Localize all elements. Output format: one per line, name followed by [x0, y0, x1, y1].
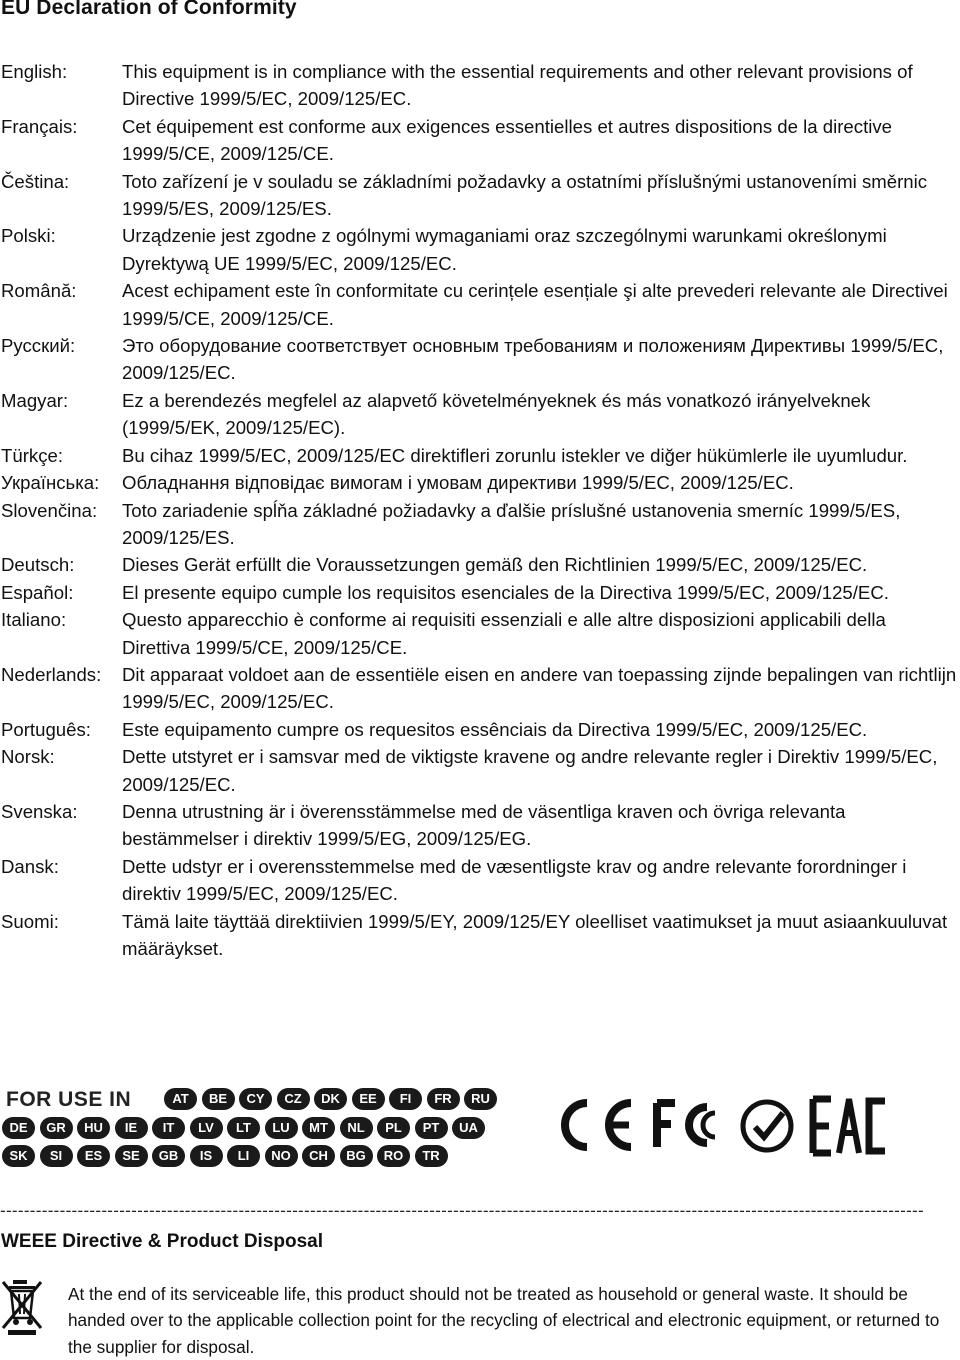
weee-section-title: WEEE Directive & Product Disposal [1, 1231, 324, 1252]
declaration-row [0, 58, 960, 113]
declaration-row [0, 853, 960, 908]
country-badge-no: NO [265, 1145, 298, 1167]
declaration-text: Dit apparaat voldoet aan de essentiële eisen en andere van toepassing zijnde bepalingen van richtlijn 1999/5/EC, 2009/125/EC. [122, 663, 957, 713]
country-badge-nl: NL [340, 1117, 373, 1139]
declaration-text: Denna utrustning är i överensstämmelse med de väsentliga kraven och övriga relevanta bestämmelser i direktiv 1999/5/EG, 2009/125/EG. [122, 800, 846, 850]
country-badge-lu: LU [265, 1117, 298, 1139]
declaration-text: Acest echipament este în conformitate cu cerințele esențiale şi alte prevederi relevante ale Directivei 1999/5/CE, 2009/125/CE. [122, 280, 948, 329]
country-badge-es: ES [77, 1145, 110, 1167]
country-badge-pl: PL [377, 1117, 410, 1139]
rcm-mark-icon [743, 1102, 791, 1150]
country-badge-cz: CZ [277, 1088, 310, 1110]
language-label: Español: [1, 581, 74, 603]
declaration-row [0, 716, 960, 743]
page-title: EU Declaration of Conformity [1, 0, 297, 19]
country-badge-gr: GR [40, 1117, 73, 1139]
declaration-row [0, 277, 960, 332]
country-badge-gb: GB [152, 1145, 185, 1167]
country-badge-de: DE [2, 1117, 35, 1139]
language-label: Suomi: [1, 910, 59, 932]
declaration-row [0, 661, 960, 716]
declaration-row [0, 442, 960, 469]
declaration-row [0, 222, 960, 277]
declaration-text: Dieses Gerät erfüllt die Voraussetzungen gemäß den Richtlinien 1999/5/EC, 2009/125/EC. [122, 554, 868, 576]
declaration-list [0, 58, 960, 962]
declaration-text: Toto zařízení je v souladu se základními požadavky a ostatními příslušnými ustanoveními směrnic 1999/5/ES, 2009/125/ES. [122, 170, 928, 220]
declaration-row [0, 469, 960, 496]
language-label: English: [1, 61, 68, 82]
declaration-row [0, 579, 960, 606]
declaration-row [0, 743, 960, 798]
language-label: Slovenčina: [1, 499, 98, 521]
declaration-row [0, 798, 960, 853]
language-label: Svenska: [1, 800, 78, 822]
declaration-text: Bu cihaz 1999/5/EC, 2009/125/EC direktifleri zorunlu istekler ve diğer hükümlerle ile uyumludur. [122, 444, 908, 466]
declaration-row [0, 332, 960, 387]
declaration-text: Este equipamento cumpre os requesitos essênciais da Directiva 1999/5/EC, 2009/125/EC. [122, 718, 868, 740]
country-badge-ie: IE [115, 1117, 148, 1139]
language-label: Русский: [1, 335, 76, 357]
language-label: Deutsch: [1, 554, 75, 576]
language-label: Türkçe: [1, 444, 63, 466]
declaration-row [0, 606, 960, 661]
country-badge-be: BE [202, 1088, 235, 1110]
declaration-row [0, 551, 960, 578]
language-label: Norsk: [1, 746, 55, 768]
country-badge-dk: DK [314, 1088, 347, 1110]
declaration-text: Cet équipement est conforme aux exigences essentielles et autres dispositions de la directive 1999/5/CE, 2009/125/CE. [122, 115, 892, 165]
language-label: Français: [1, 115, 78, 137]
declaration-text: El presente equipo cumple los requisitos esenciales de la Directiva 1999/5/EC, 2009/125/EC. [122, 581, 889, 603]
country-badge-cy: CY [239, 1088, 272, 1110]
crossed-out-bin-icon [0, 1276, 44, 1336]
eac-mark-icon [813, 1099, 885, 1153]
language-label: Română: [1, 280, 77, 302]
country-badge-fr: FR [427, 1088, 460, 1110]
language-label: Dansk: [1, 855, 59, 877]
for-use-in-countries [2, 1085, 522, 1171]
country-badge-lv: LV [190, 1117, 223, 1139]
declaration-text: Это оборудование соответствует основным требованиям и положениям Директивы 1999/5/EC, 2009/125/EC. [122, 335, 944, 384]
language-label: Čeština: [1, 170, 70, 192]
for-use-in-label: FOR USE IN [6, 1088, 132, 1111]
language-label: Nederlands: [1, 663, 102, 685]
country-badge-pt: PT [415, 1117, 448, 1139]
declaration-text: Toto zariadenie spĺňa základné požiadavky a ďalšie príslušné ustanovenia smerníc 1999/5/ES, 2009/125/ES. [122, 499, 901, 548]
declaration-row [0, 908, 960, 963]
language-label: Italiano: [1, 609, 67, 631]
country-badge-ch: CH [302, 1145, 335, 1167]
country-badge-si: SI [40, 1145, 73, 1167]
country-badge-ua: UA [452, 1117, 485, 1139]
declaration-text: Questo apparecchio è conforme ai requisiti essenziali e alle altre disposizioni applicabili della Direttiva 1999/5/CE, 2009/125/CE. [122, 609, 886, 658]
declaration-row [0, 168, 960, 223]
language-label: Português: [1, 718, 91, 740]
declaration-text: Ez a berendezés megfelel az alapvető követelményeknek és más vonatkozó irányelveknek (1999/5/EK, 2009/125/EC). [122, 389, 871, 439]
country-badge-ru: RU [464, 1088, 497, 1110]
country-badge-bg: BG [340, 1145, 373, 1167]
country-badge-mt: MT [302, 1117, 335, 1139]
fcc-mark-icon [657, 1103, 715, 1147]
language-label: Polski: [1, 225, 56, 247]
declaration-text: Dette utstyret er i samsvar med de viktigste kravene og andre relevante regler i Direktiv 1999/5/EC, 2009/125/EC. [122, 746, 938, 795]
declaration-row [0, 387, 960, 442]
language-label: Українська: [1, 472, 100, 494]
country-badge-ro: RO [377, 1145, 410, 1167]
declaration-row [0, 497, 960, 552]
language-label: Magyar: [1, 389, 69, 411]
weee-disposal-text: At the end of its serviceable life, this product should not be treated as household or general waste. It should be handed over to the applicable collection point for the recycling of electrical and electronic equipment, or returned to the supplier for disposal. [68, 1284, 940, 1357]
country-badge-se: SE [115, 1145, 148, 1167]
declaration-text: Tämä laite täyttää direktiivien 1999/5/EY, 2009/125/EY oleelliset vaatimukset ja muut asiaankuuluvat määräykset. [122, 910, 948, 959]
declaration-row [0, 113, 960, 168]
declaration-text: Dette udstyr er i overensstemmelse med de væsentligste krav og andre relevante forordninger i direktiv 1999/5/EC, 2009/125/EC. [122, 855, 907, 905]
country-badge-li: LI [227, 1145, 260, 1167]
country-badge-lt: LT [227, 1117, 260, 1139]
declaration-text: This equipment is in compliance with the essential requirements and other relevant provisions of Directive 1999/5/EC, 2009/125/EC. [122, 61, 913, 110]
country-badge-it: IT [152, 1117, 185, 1139]
certification-marks [557, 1093, 917, 1157]
country-badge-fi: FI [389, 1088, 422, 1110]
country-badge-tr: TR [415, 1145, 448, 1167]
declaration-text: Обладнання відповідає вимогам і умовам директиви 1999/5/EC, 2009/125/EC. [122, 472, 794, 494]
ce-mark-icon [565, 1103, 631, 1147]
section-separator: ----------------------------------------------------------------------------------------------------------------------------------------------------------- [0, 1201, 924, 1220]
declaration-text: Urządzenie jest zgodne z ogólnymi wymaganiami oraz szczególnymi warunkami określonymi Dyrektywą UE 1999/5/EC, 2009/125/EC. [122, 225, 887, 274]
country-badge-at: AT [164, 1088, 197, 1110]
country-badge-ee: EE [352, 1088, 385, 1110]
country-badge-hu: HU [77, 1117, 110, 1139]
country-badge-sk: SK [2, 1145, 35, 1167]
country-badge-is: IS [190, 1145, 223, 1167]
